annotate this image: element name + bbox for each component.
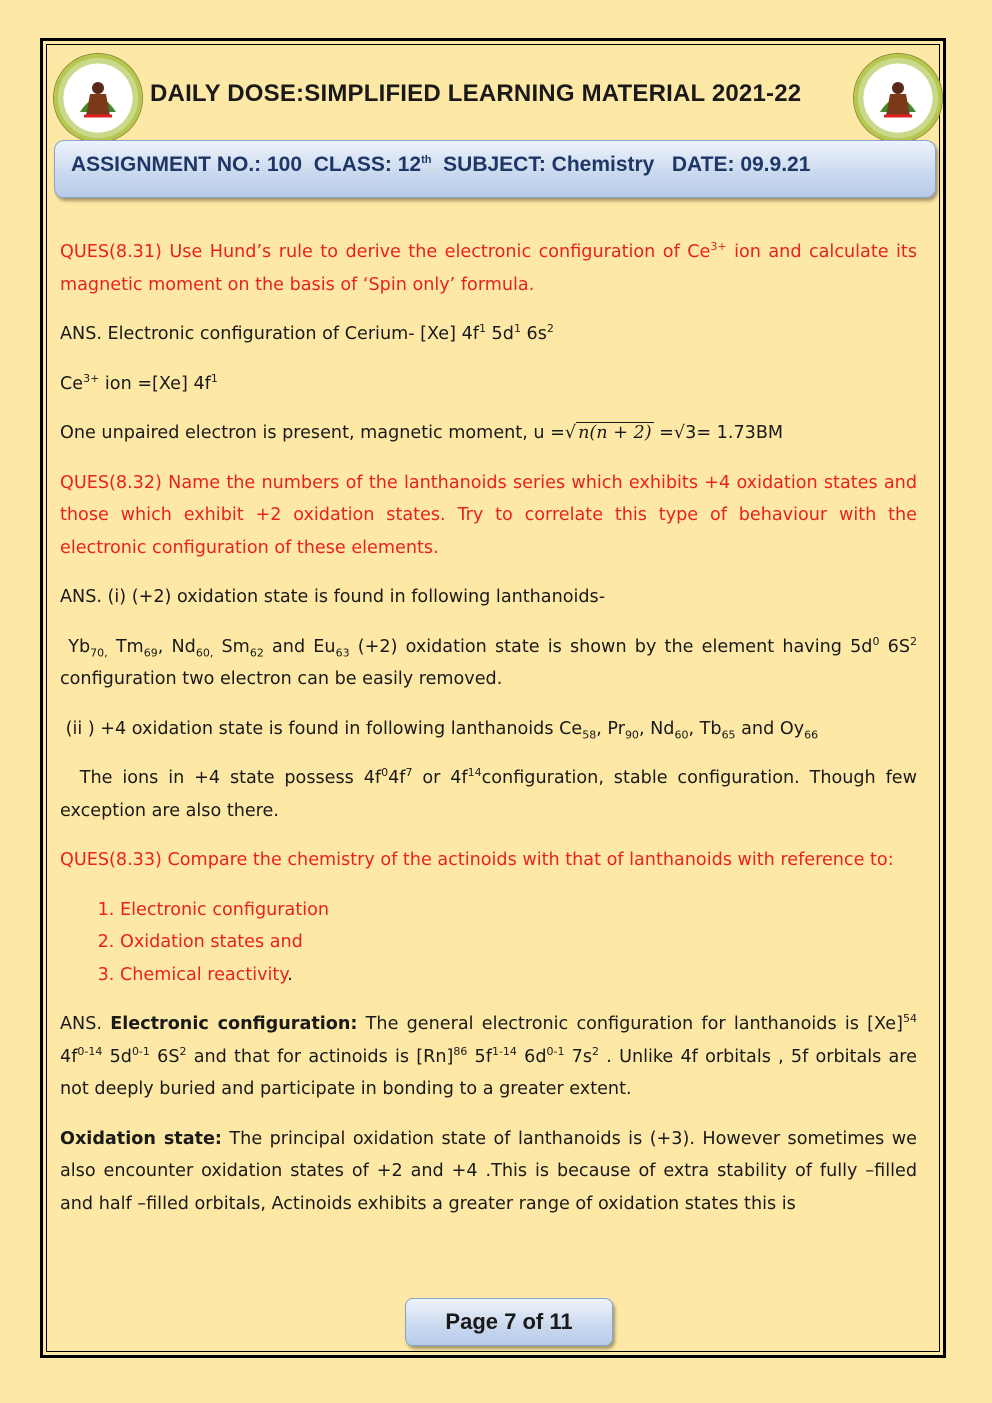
answer-8-32-elements: $Yb_{70,}$ $Tm_{69}$, $Nd_{60,}$ $Sm_{62}$ and $Eu_{63}$ (+2) oxidation state is shown by the element having $5d^0$ $6S^2$ configuration two electron can be easily removed. — [60, 634, 918, 689]
answer-8-33-electronic-configuration: ANS. Electronic configuration: The general electronic configuration for lanthanoids is $[Xe]^{54}$ $4f^{0-14}$ $5d^{0-1}$ $6S^2$ and that for actinoids is $[Rn]^{86}$ $5f^{1-14}$ $6d^{0-1}$ $7s^2$ . Unlike 4f orbitals , 5f orbitals are not deeply buried and participate in bonding to a greater extent. — [60, 1012, 917, 1099]
date-label: DATE: 09.9.21 — [671, 153, 811, 176]
list-item: 1. Electronic configuration — [120, 894, 917, 927]
document-body — [60, 236, 917, 1237]
question-8-33-list — [60, 894, 917, 992]
square-root-formula: √ n(n + 2) — [564, 423, 652, 443]
page-indicator: Page 7 of 11 — [405, 1298, 613, 1346]
subject-label: SUBJECT: Chemistry — [443, 153, 655, 176]
answer-8-32-ions: The ions in +4 state possess $4f^04f^7$ or $4f^{14}configuration$, stable configuration. Though few exception are also there. — [60, 766, 917, 821]
answer-8-32-part-i: ANS. (i) (+2) oxidation state is found in following lanthanoids- — [60, 587, 606, 607]
assignment-number: ASSIGNMENT NO.: 100 — [71, 153, 303, 176]
answer-8-31-line1: ANS. Electronic configuration of Cerium- [Xe] $4f^1$ $5d^1$ $6s^2$ — [60, 322, 554, 344]
list-item: 3. Chemical reactivity. — [120, 959, 917, 992]
answer-8-31-line2: $Ce^{3+}$ ion =[Xe] $4f^1$ — [60, 371, 218, 394]
list-item: 2. Oxidation states and — [120, 926, 917, 959]
class-label: CLASS: 12 — [313, 153, 422, 176]
answer-8-31-line3: One unpaired electron is present, magnetic moment, u =√ n(n + 2) =√3= 1.73BM — [60, 417, 917, 450]
school-emblem-icon — [54, 54, 142, 142]
question-8-31: QUES(8.31) Use Hund’s rule to derive the electronic configuration of $Ce^{3+}$ ion and calculate its magnetic moment on the basis of ‘Spin only’ formula. — [60, 240, 917, 295]
question-8-33: QUES(8.33) Compare the chemistry of the actinoids with that of lanthanoids with reference to: — [60, 850, 894, 870]
assignment-info: ASSIGNMENT NO.: 100 CLASS: 12th SUBJECT: Chemistry DATE: 09.9.21 — [71, 153, 811, 176]
question-8-32: QUES(8.32) Name the numbers of the lanthanoids series which exhibits +4 oxidation states and those which exhibit +2 oxidation states. Try to correlate this type of behaviour with the electronic configuration of these elements. — [60, 472, 917, 558]
answer-8-32-part-ii: (ii ) +4 oxidation state is found in following lanthanoids $Ce_{58}$, $Pr_{90}$, $Nd_{60}$, $Tb_{65}$ and $Oy_{66}$ — [65, 718, 819, 742]
answer-8-33-oxidation-state: Oxidation state: The principal oxidation state of lanthanoids is (+3). However sometimes we also encounter oxidation states of +2 and +4 .This is because of extra stability of fully –filled and half –filled orbitals, Actinoids exhibits a greater range of oxidation states this is — [60, 1128, 917, 1214]
assignment-banner — [54, 140, 936, 198]
school-emblem-icon — [854, 54, 942, 142]
document-title: DAILY DOSE:SIMPLIFIED LEARNING MATERIAL 2021-22 — [150, 80, 802, 107]
